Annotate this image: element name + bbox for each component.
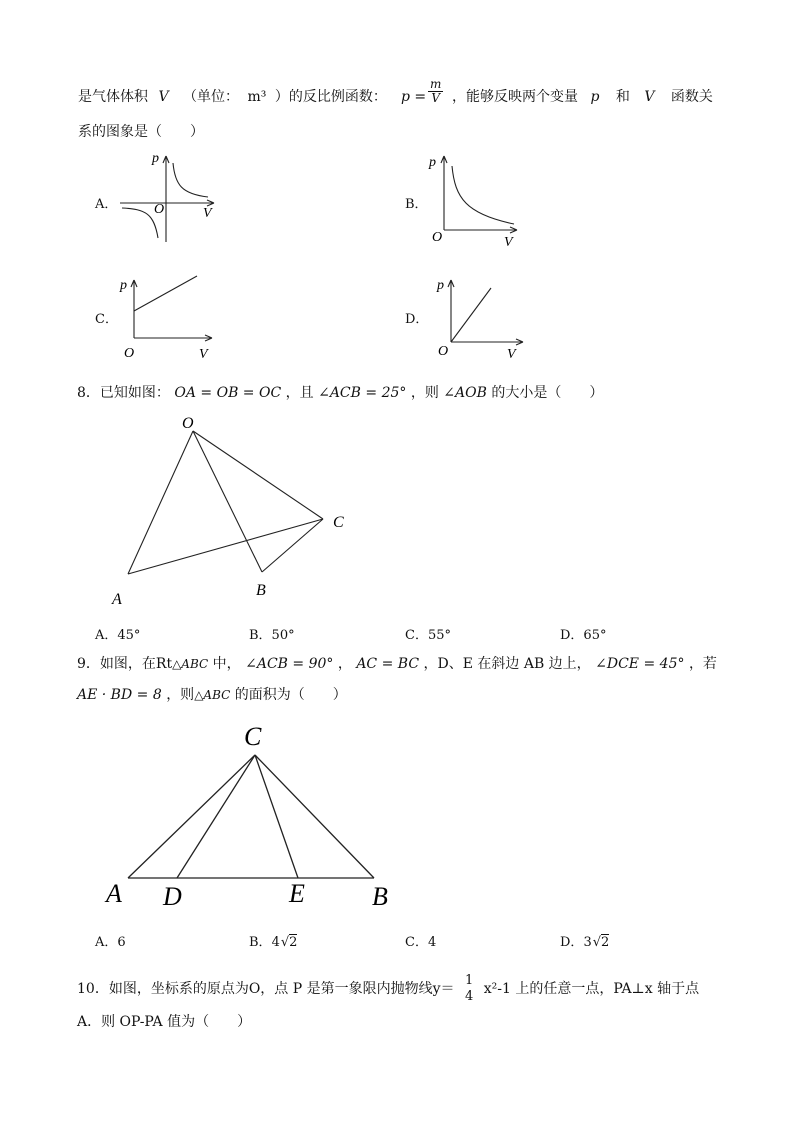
q9-choice-b-label: B． xyxy=(249,935,272,950)
q10-frac-num: 1 xyxy=(464,973,474,988)
q9-line2-tri: △ABC xyxy=(194,688,231,702)
q7-text-b: ，能够反映两个变量 xyxy=(452,89,578,105)
q7-var-p: p xyxy=(590,89,600,105)
q10-line1-b: x²-1 上的任意一点，PA⊥x 轴于点 xyxy=(483,981,700,997)
q9-angle2: ∠DCE = 45° xyxy=(595,656,685,672)
q7-var-v2: V xyxy=(644,89,655,105)
q9-point-e: E xyxy=(289,879,305,908)
q8-point-c: C xyxy=(333,514,344,531)
sqrt-icon: √ xyxy=(592,935,602,950)
q9-line2-expr: AE · BD = 8 xyxy=(77,687,162,703)
q9-choice-d-label: D． xyxy=(560,935,584,950)
q9-choice-a-value: 6 xyxy=(117,935,126,950)
q7-var-v: V xyxy=(158,89,169,105)
q9-mid3: ，D、E 在斜边 AB 边上， xyxy=(423,656,591,672)
q9-segment-cd xyxy=(177,755,255,878)
q7-d-ylabel: p xyxy=(437,278,444,293)
q7-b-ylabel: p xyxy=(429,155,436,170)
q7-and: 和 xyxy=(615,89,630,105)
q8-ask: ∠AOB xyxy=(443,385,487,401)
q8-suffix: 的大小是（ ） xyxy=(491,385,604,401)
q9-choice-c-value: 4 xyxy=(427,935,437,950)
q9-segment-cb xyxy=(255,755,374,878)
q9-prefix: 9．如图，在Rt xyxy=(77,656,173,672)
q7-a-xlabel: V xyxy=(203,206,212,221)
q9-line2-suffix: 的面积为（ ） xyxy=(234,687,347,703)
q8-prefix: 8．已知如图： xyxy=(77,385,170,401)
q9-mid4: ，若 xyxy=(688,656,717,672)
q7-c-ylabel: p xyxy=(120,278,127,293)
q8-choice-b[interactable]: B．50° xyxy=(249,628,295,643)
q7-unit-close: ）的反比例函数： xyxy=(274,89,387,105)
q7-d-xlabel: V xyxy=(507,347,516,362)
q7-formula-num: m xyxy=(430,77,442,91)
q8-mid: ，且 xyxy=(285,385,314,401)
q7-formula-den: V xyxy=(431,91,441,105)
q7-b-xlabel: V xyxy=(504,235,513,250)
q8-choice-c[interactable]: C．55° xyxy=(405,628,451,643)
q7-text-a: 是气体体积 xyxy=(78,89,148,105)
q7-option-c-label[interactable]: C． xyxy=(95,312,118,327)
q7-d-origin: O xyxy=(438,344,449,359)
q9-segment-ca xyxy=(128,755,255,878)
q7-a-origin: O xyxy=(154,202,165,217)
q9-tri: △ABC xyxy=(172,657,209,671)
q8-condition2: ∠ACB = 25° xyxy=(318,385,407,401)
q7-option-d-label[interactable]: D． xyxy=(405,312,429,327)
q9-choice-b-rad: 2 xyxy=(289,935,298,950)
q9-choice-d-rad: 2 xyxy=(601,935,610,950)
q7-text-c: 函数关 xyxy=(670,89,713,105)
q9-angle: ∠ACB = 90° xyxy=(245,656,334,672)
sqrt-icon: √ xyxy=(280,935,290,950)
q8-mid2: ，则 xyxy=(410,385,439,401)
q8-point-o: O xyxy=(182,415,194,432)
q7-option-a-label[interactable]: A． xyxy=(95,197,118,212)
q9-choice-b-coef: 4 xyxy=(271,935,280,950)
q9-segment-ce xyxy=(255,755,298,878)
q9-choice-d-coef: 3 xyxy=(583,935,592,950)
q9-choice-a-label: A． xyxy=(95,935,118,950)
q10-line1 xyxy=(77,973,699,1005)
q9-choice-c-label: C． xyxy=(405,935,428,950)
q9-point-d: D xyxy=(163,882,182,911)
q10-line1-a: 10．如图，坐标系的原点为O，点 P 是第一象限内抛物线y＝ xyxy=(77,981,455,997)
q9-mid1: 中， xyxy=(212,656,241,672)
q8-condition1: OA = OB = OC xyxy=(174,385,282,401)
q8-choice-d[interactable]: D．65° xyxy=(560,628,607,643)
q9-choice-b[interactable] xyxy=(249,931,297,950)
q9-choice-c[interactable] xyxy=(405,931,436,950)
q10-frac-den: 4 xyxy=(464,989,474,1004)
q8-point-b: B xyxy=(256,582,266,599)
q7-unit-open: （单位： xyxy=(183,89,240,105)
q9-point-c: C xyxy=(244,722,262,751)
q10-line2: A．则 OP-PA 值为（ ） xyxy=(77,1014,252,1030)
q7-c-xlabel: V xyxy=(199,347,208,362)
q9-choice-d[interactable] xyxy=(560,931,609,950)
q8-choice-a[interactable]: A．45° xyxy=(95,628,141,643)
q7-line2: 系的图象是（ ） xyxy=(78,124,204,140)
q7-b-origin: O xyxy=(432,230,443,245)
q9-line2-mid: ，则 xyxy=(166,687,195,703)
q8-point-a: A xyxy=(112,591,122,608)
q9-point-a: A xyxy=(106,879,122,908)
q7-a-ylabel: p xyxy=(152,151,159,166)
q9-choice-a[interactable] xyxy=(95,931,126,950)
q7-unit: m³ xyxy=(247,89,267,105)
q7-c-origin: O xyxy=(124,346,135,361)
q7-option-b-label[interactable]: B． xyxy=(405,197,428,212)
q9-point-b: B xyxy=(372,882,388,911)
q7-formula-lhs: p = xyxy=(401,89,427,105)
q9-mid2: ， xyxy=(337,656,352,672)
q9-eq: AC = BC xyxy=(356,656,420,672)
